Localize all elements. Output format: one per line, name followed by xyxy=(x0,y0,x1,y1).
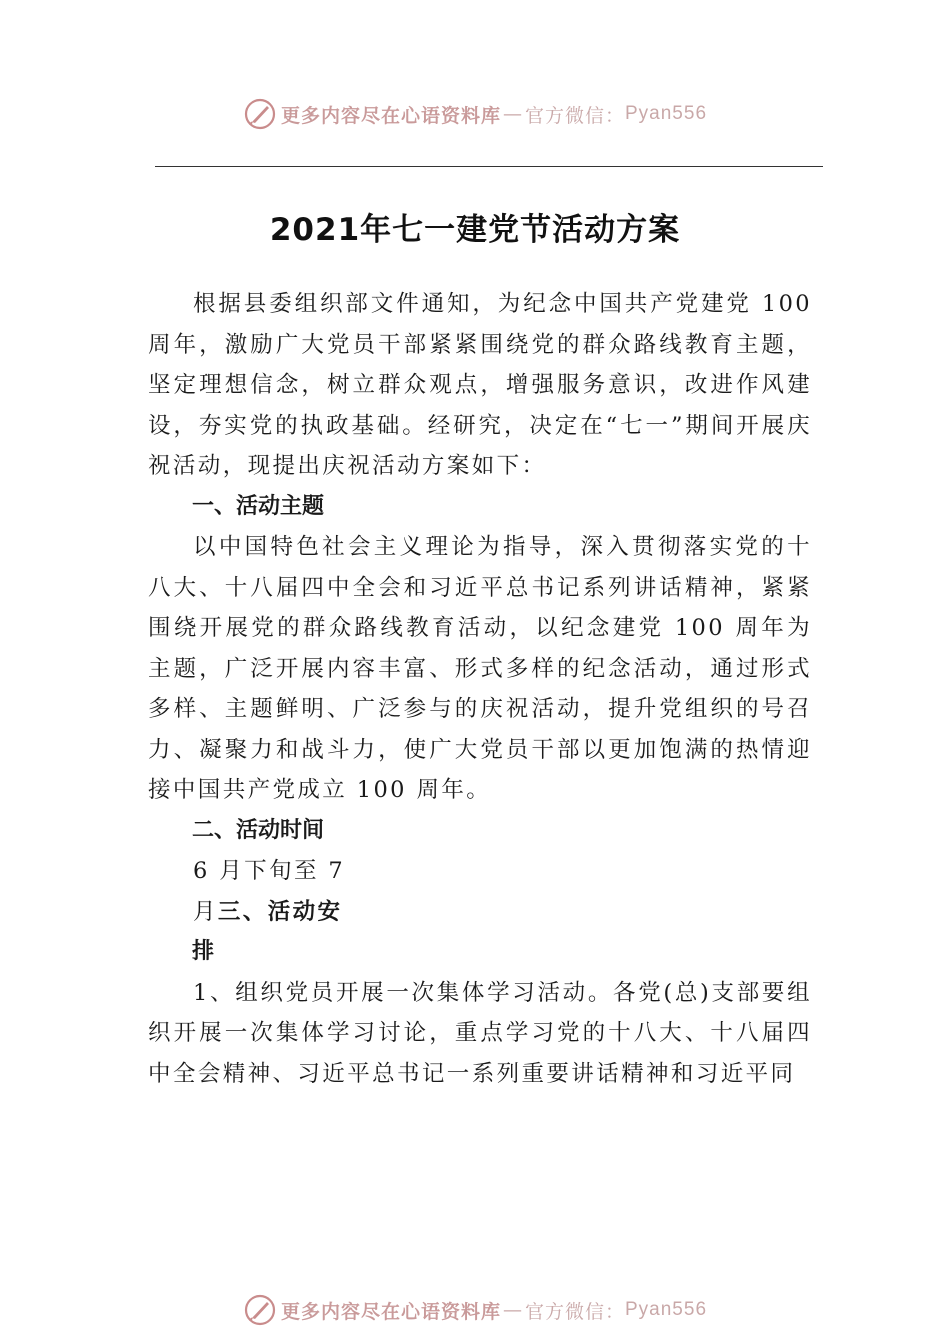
watermark-wechat-id: Pyan556 xyxy=(625,103,708,124)
watermark-site-name: 更多内容尽在心语资料库 xyxy=(280,1300,501,1323)
watermark-wechat-id: Pyan556 xyxy=(625,1299,708,1320)
document-body xyxy=(148,284,812,1094)
header-watermark xyxy=(0,94,950,134)
watermark-site-name: 更多内容尽在心语资料库 xyxy=(280,104,501,127)
section-heading-time: 二、活动时间 xyxy=(192,817,325,843)
watermark-label: 官方微信： xyxy=(524,1300,625,1323)
time-line-continued xyxy=(148,892,812,933)
footer-watermark xyxy=(0,1290,950,1330)
intro-paragraph: 根据县委组织部文件通知，为纪念中国共产党建党 100 周年，激励广大党员干部紧紧围绕党的群众路线教育主题，坚定理想信念，树立群众观点，增强服务意识，改进作风建设，夯实党的执政基础。经研究，决定在“七一”期间开展庆祝活动，现提出庆祝活动方案如下： xyxy=(148,291,812,479)
section-heading-arrangement-wrap: 排 xyxy=(192,939,215,964)
arrangement-item-1: 1、组织党员开展一次集体学习活动。各党(总)支部要组织开展一次集体学习讨论，重点学习党的十八大、十八届四中全会精神、习近平总书记一系列重要讲话精神和习近平同 xyxy=(148,979,812,1087)
watermark-dash: — xyxy=(502,1299,523,1321)
quill-logo-icon xyxy=(243,1293,277,1327)
section-heading-arrangement: 三、活动安 xyxy=(217,898,343,925)
watermark-dash: — xyxy=(502,103,523,125)
quill-logo-icon xyxy=(243,97,277,131)
section-body-theme: 以中国特色社会主义理论为指导，深入贯彻落实党的十八大、十八届四中全会和习近平总书记系列讲话精神，紧紧围绕开展党的群众路线教育活动，以纪念建党 100 周年为主题，广泛开展内容丰富、形式多样的纪念活动，通过形式多样、主题鲜明、广泛参与的庆祝活动，提升党组织的号召力、凝聚力和战斗力，使广大党员干部以更加饱满的热情迎接中国共产党成立 100 周年。 xyxy=(148,534,812,803)
document-title: 2021年七一建党节活动方案 xyxy=(269,212,681,248)
time-line: 6 月下旬至 7 xyxy=(193,858,346,884)
watermark-label: 官方微信： xyxy=(524,104,625,127)
header-divider xyxy=(155,166,823,167)
time-month-suffix: 月 xyxy=(193,898,218,925)
section-heading-theme: 一、活动主题 xyxy=(192,493,325,519)
